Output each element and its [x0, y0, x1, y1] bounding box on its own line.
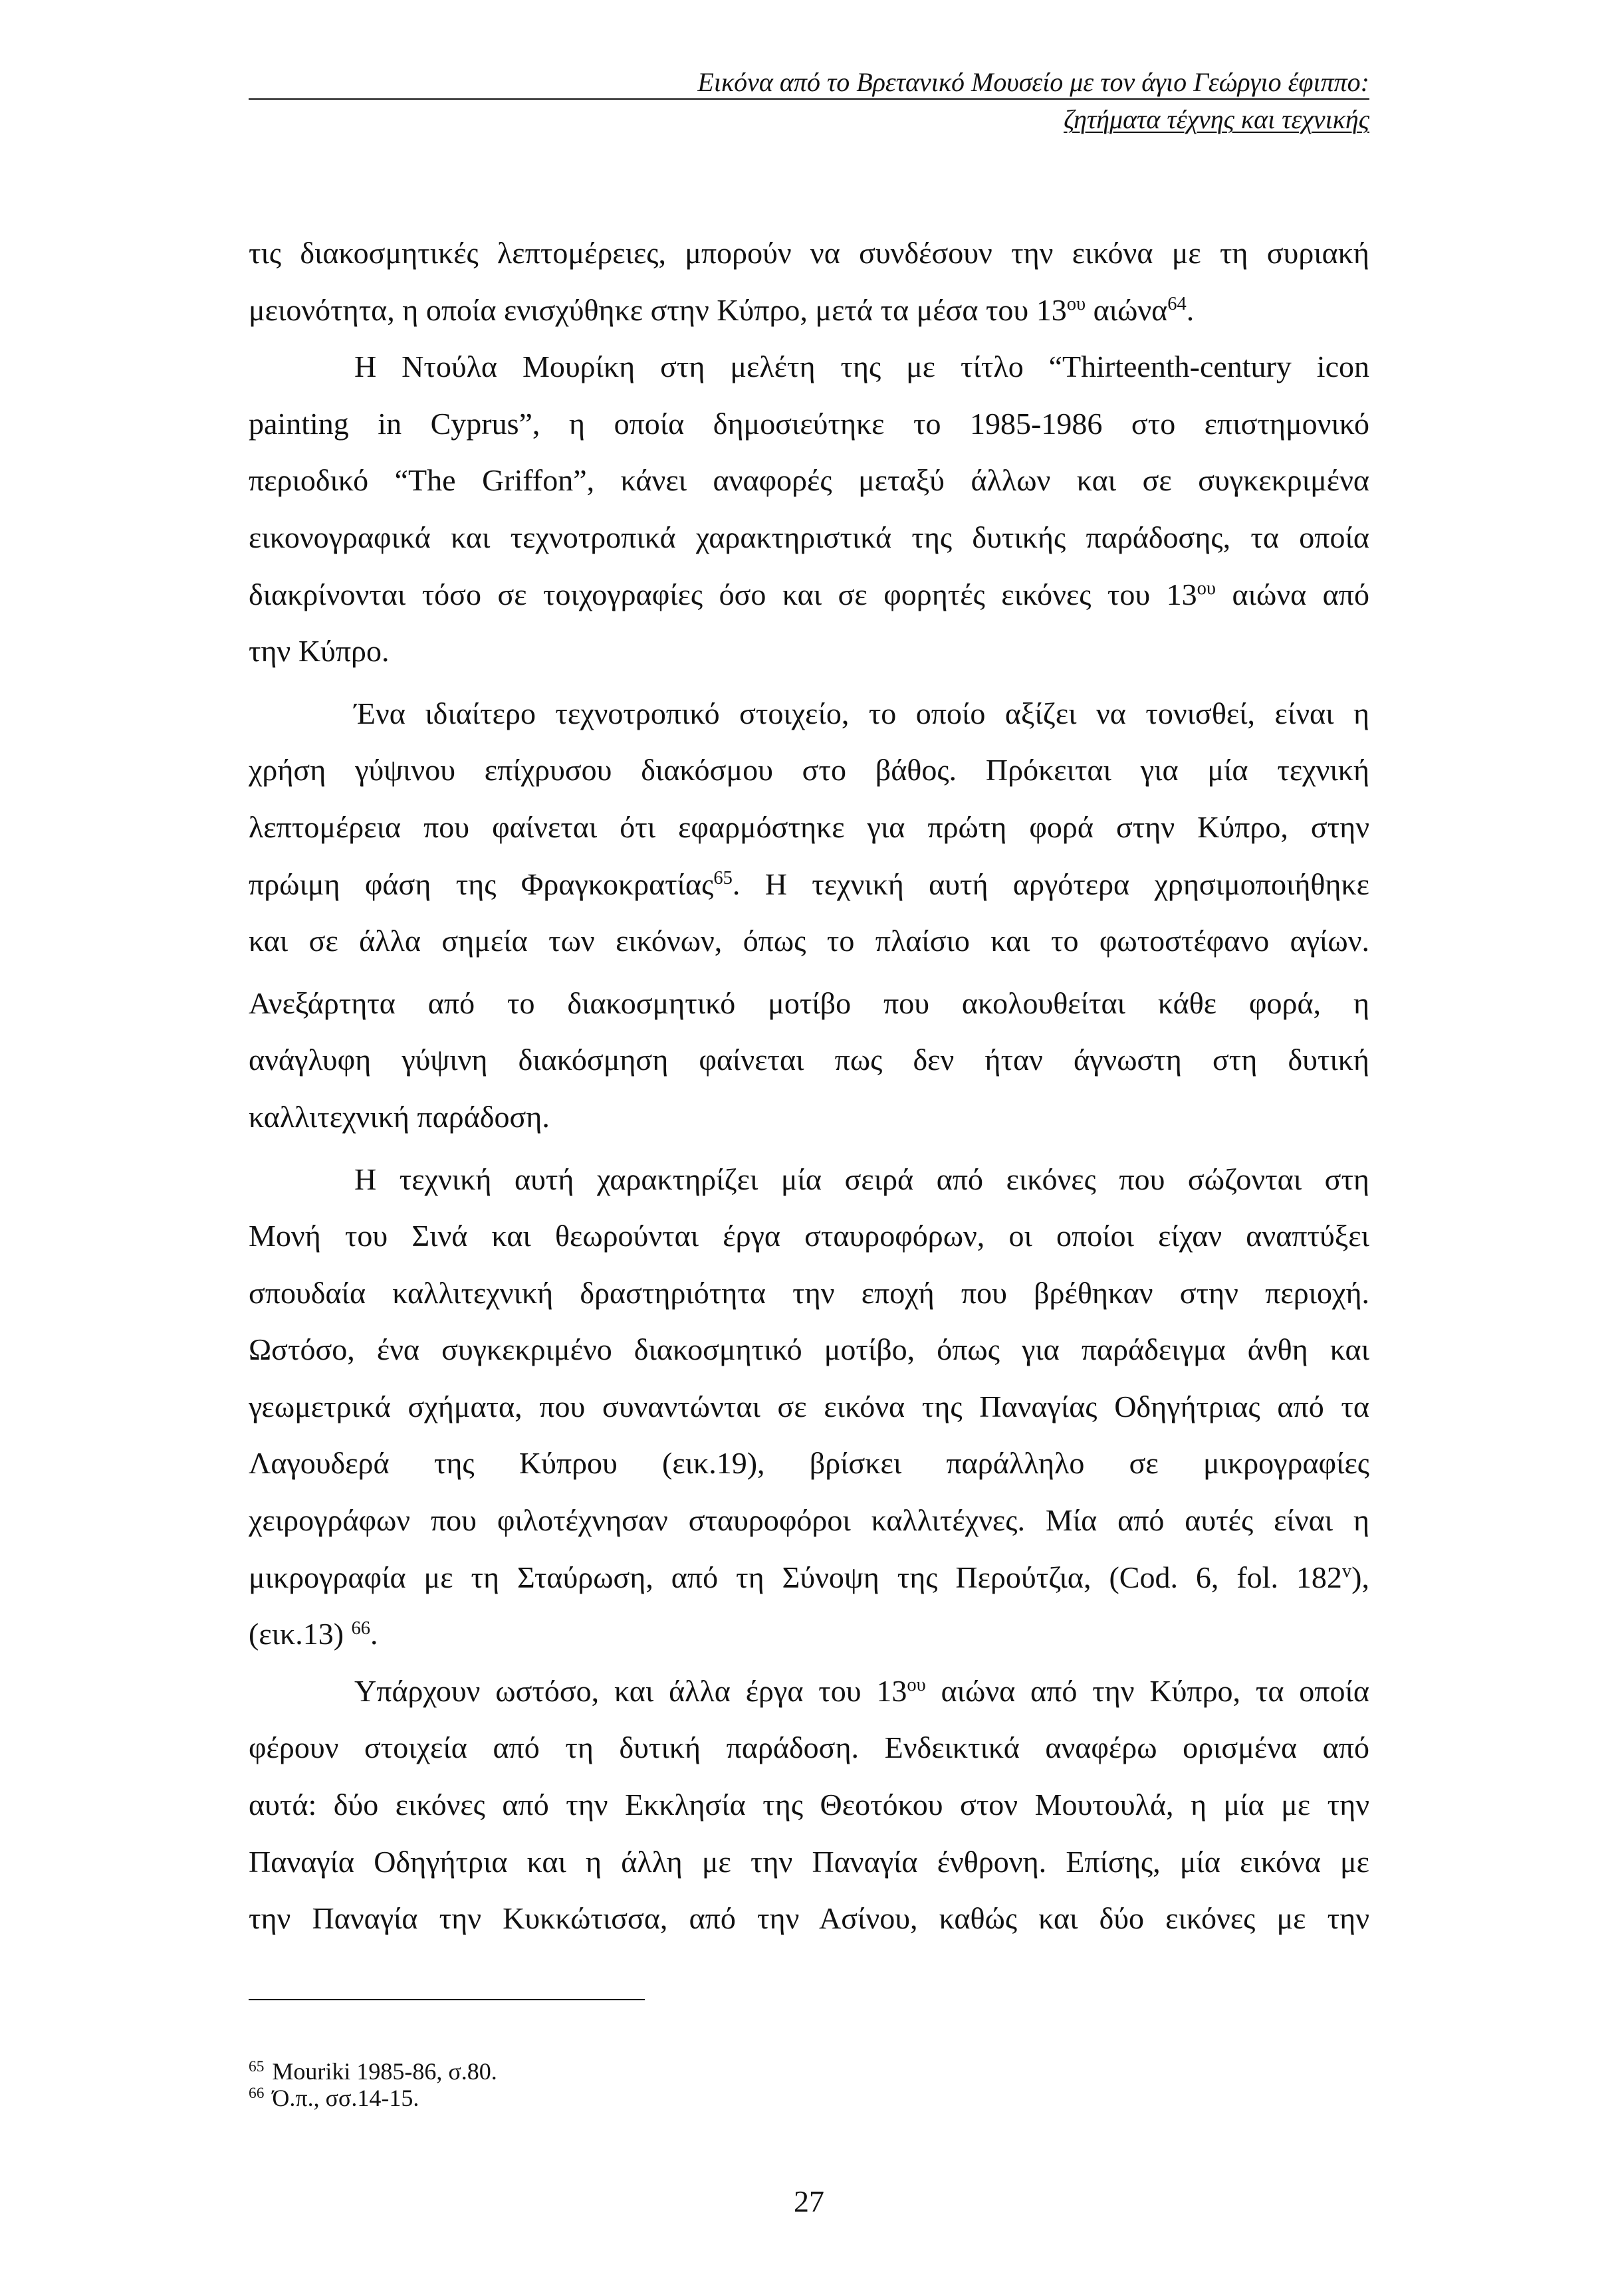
superscript: ου: [1066, 293, 1086, 314]
superscript: 64: [1167, 293, 1187, 314]
text-line: εικονογραφικά και τεχνοτροπικά χαρακτηριστικά της δυτικής παράδοσης, τα οποία: [249, 520, 1369, 554]
text-line: φέρουν στοιχεία από τη δυτική παράδοση. Ενδεικτικά αναφέρω ορισμένα από: [249, 1730, 1369, 1765]
text-line: Υπάρχουν ωστόσο, και άλλα έργα του $13^{o\upsilon}$ αιώνα από την Κύπρο, τα οποία: [354, 1673, 1369, 1708]
text-line: painting in Cyprus”, η οποία δημοσιεύτηκε το 1985-1986 στο επιστημονικό: [249, 406, 1369, 441]
text-line: πρώιμη φάση της Φραγκοκρατίας$^{65}$. Η τεχνική αυτή αργότερα χρησιμοποιήθηκε: [249, 867, 1369, 901]
paragraph: [249, 1151, 1369, 1663]
text-line: λεπτομέρεια που φαίνεται ότι εφαρμόστηκε για πρώτη φορά στην Κύπρο, στην: [249, 809, 1369, 844]
text-line: Παναγία Οδηγήτρια και η άλλη με την Παναγία ένθρονη. Επίσης, μία εικόνα με: [249, 1844, 1369, 1879]
text-line: διακρίνονται τόσο σε τοιχογραφίες όσο και σε φορητές εικόνες του $13^{o\upsilon}$ αιώνα από: [249, 577, 1369, 611]
superscript: 65: [713, 867, 733, 888]
superscript: ου: [1197, 577, 1216, 599]
text-line: περιοδικό “The Griffon”, κάνει αναφορές μεταξύ άλλων και σε συγκεκριμένα: [249, 463, 1369, 498]
paragraph: [249, 338, 1369, 680]
text-line: Μονή του Σινά και θεωρούνται έργα σταυροφόρων, οι οποίοι είχαν αναπτύξει: [249, 1219, 1369, 1253]
text-line: τις διακοσμητικές λεπτομέρειες, μπορούν να συνδέσουν την εικόνα με τη συριακή: [249, 236, 1369, 270]
text-line: την Παναγία την Κυκκώτισσα, από την Ασίνου, καθώς και δύο εικόνες με την: [249, 1901, 1369, 1936]
text-line: ανάγλυφη γύψινη διακόσμηση φαίνεται πως δεν ήταν άγνωστη στη δυτική: [249, 1043, 1369, 1077]
running-header-line-1: Εικόνα από το Βρετανικό Μουσείο με τον άγιο Γεώργιο έφιππο:: [697, 67, 1369, 97]
text-line: σπουδαία καλλιτεχνική δραστηριότητα την εποχή που βρέθηκαν στην περιοχή.: [249, 1275, 1369, 1310]
footnote-text: Mouriki 1985-86, σ.80.: [272, 2058, 497, 2085]
superscript: v: [1341, 1560, 1352, 1582]
footnote-separator: [249, 1999, 645, 2000]
text-line: Η τεχνική αυτή χαρακτηρίζει μία σειρά από εικόνες που σώζονται στη: [354, 1162, 1369, 1196]
document-body: [249, 225, 1369, 1947]
page-number: 27: [794, 2184, 824, 2218]
text-line: Λαγουδερά της Κύπρου (εικ.19), βρίσκει παράλληλο σε μικρογραφίες: [249, 1446, 1369, 1481]
footnote-text: Ό.π., σσ.14-15.: [272, 2085, 419, 2111]
running-header-line-2: ζητήματα τέχνης και τεχνικής: [1064, 104, 1369, 134]
paragraph: [249, 685, 1369, 970]
text-line: χειρογράφων που φιλοτέχνησαν σταυροφόροι καλλιτέχνες. Μία από αυτές είναι η: [249, 1503, 1369, 1538]
paragraph: [249, 975, 1369, 1146]
text-line: γεωμετρικά σχήματα, που συναντώνται σε εικόνα της Παναγίας Οδηγήτριας από τα: [249, 1389, 1369, 1423]
running-header-subtitle: [249, 104, 1369, 136]
text-line: την Κύπρο.: [249, 634, 390, 669]
text-line: και σε άλλα σημεία των εικόνων, όπως το πλαίσιο και το φωτοστέφανο αγίων.: [249, 924, 1369, 958]
text-line: Ανεξάρτητα από το διακοσμητικό μοτίβο που ακολουθείται κάθε φορά, η: [249, 986, 1369, 1020]
footnote: [249, 2058, 1369, 2085]
text-line: Η Ντούλα Μουρίκη στη μελέτη της με τίτλο “Thirteenth-century icon: [354, 350, 1369, 384]
footnote-number: 66: [249, 2085, 265, 2103]
superscript: ου: [907, 1675, 926, 1696]
text-line: αυτά: δύο εικόνες από την Εκκλησία της Θεοτόκου στον Μουτουλά, η μία με την: [249, 1788, 1369, 1822]
text-line: (εικ.13) $^{66}$.: [249, 1617, 378, 1651]
superscript: 66: [351, 1618, 371, 1639]
paragraph: [249, 225, 1369, 338]
text-line: Ένα ιδιαίτερο τεχνοτροπικό στοιχείο, το οποίο αξίζει να τονισθεί, είναι η: [354, 696, 1369, 730]
text-line: μειονότητα, η οποία ενισχύθηκε στην Κύπρο, μετά τα μέσα του $13^{o\upsilon}$ αιώνα$^{64}$.: [249, 292, 1195, 327]
text-line: Ωστόσο, ένα συγκεκριμένο διακοσμητικό μοτίβο, όπως για παράδειγμα άνθη και: [249, 1332, 1369, 1367]
running-header-title: [249, 66, 1369, 100]
text-line: μικρογραφία με τη Σταύρωση, από τη Σύνοψη της Περούτζια, (Cod. 6, fol. 182$^v$),: [249, 1560, 1369, 1594]
footnotes: [249, 2058, 1369, 2111]
footnote-number: 65: [249, 2058, 265, 2076]
footnote: [249, 2085, 1369, 2111]
paragraph: [249, 1663, 1369, 1947]
text-line: χρήση γύψινου επίχρυσου διακόσμου στο βάθος. Πρόκειται για μία τεχνική: [249, 753, 1369, 787]
text-line: καλλιτεχνική παράδοση.: [249, 1099, 550, 1134]
